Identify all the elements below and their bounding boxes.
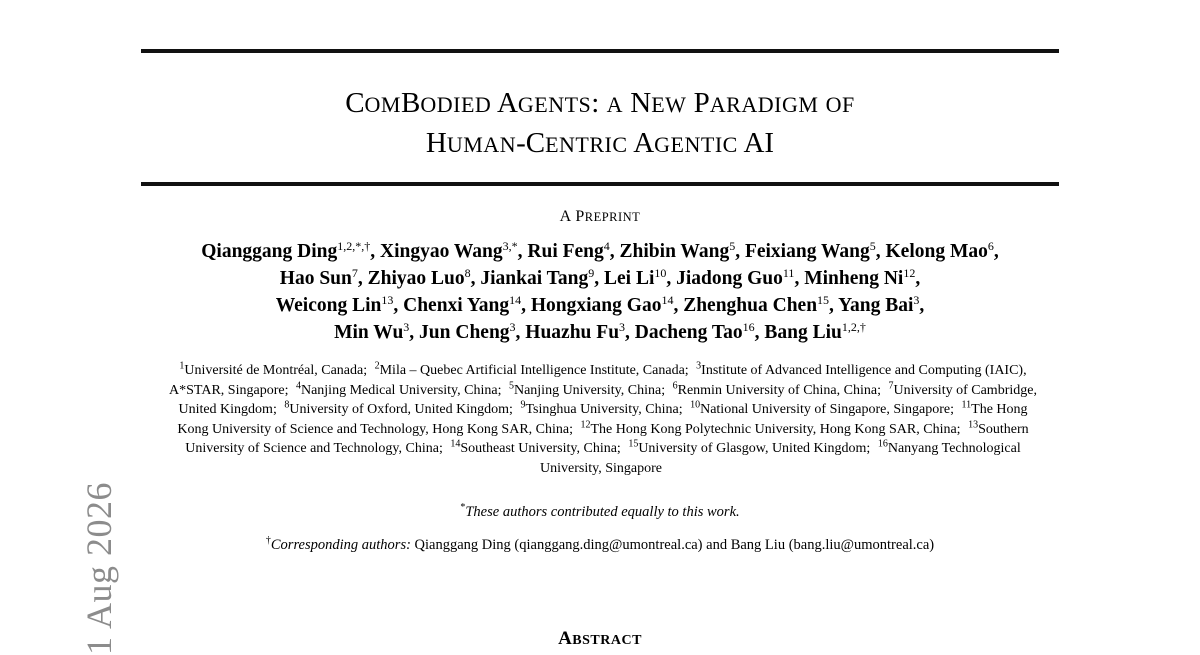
affiliation-item: $^3$Institute of Advanced Intelligence and Computing (IAIC), A*STAR, Singapore; (169, 360, 1027, 398)
corresponding-authors-note (141, 537, 1059, 554)
affiliation-item: $^{15}$University of Glasgow, United Kingdom; (628, 438, 871, 457)
author-name: Qianggang Ding$^{1,2,*,\dagger}$ (201, 238, 371, 262)
corresponding-label: Corresponding authors: (270, 537, 411, 553)
author-affiliation-mark: 7 (351, 265, 358, 280)
title-word: CENTRIC (525, 127, 628, 159)
corresponding-mark: † (265, 535, 271, 546)
affiliation-item: $^{12}$The Hong Kong Polytechnic University, Hong Kong SAR, China; (580, 419, 961, 437)
affiliation-item: $^2$Mila – Quebec Artificial Intelligence Institute, Canada; (374, 360, 689, 378)
author-affiliation-mark: 3,* (502, 238, 518, 253)
title-line-1: COMBODIED AGENTS: A NEW PARADIGM OF (345, 87, 855, 119)
author-affiliation-mark: 8 (464, 265, 471, 280)
affiliation-item: $^5$Nanjing University, China; (508, 380, 666, 398)
author-affiliation-mark: 14 (509, 292, 522, 307)
equal-contribution-mark: * (460, 502, 466, 513)
title-word: BODIED (401, 87, 492, 119)
title-word: A (606, 92, 623, 117)
affiliation-item: $^1$Université de Montréal, Canada; (179, 360, 368, 378)
author-affiliation-mark: 3 (509, 319, 516, 334)
author-affiliation-mark: 16 (742, 319, 755, 334)
author-name: Minheng Ni$^{12}$ (804, 265, 916, 289)
title-word: OF (825, 92, 855, 117)
author-affiliation-mark: 5 (729, 238, 736, 253)
author-affiliation-mark: 1,2,*,† (337, 238, 371, 253)
author-affiliation-mark: 3 (403, 319, 410, 334)
abstract-heading: ABSTRACT (558, 628, 642, 649)
title-word: PARADIGM (693, 87, 819, 119)
author-name: Bang Liu$^{1,2,\dagger}$ (764, 319, 866, 343)
author-affiliation-mark: 4 (603, 238, 610, 253)
side-stamp-text: 1 Aug 2026 (79, 481, 119, 655)
author-name: Kelong Mao$^6$ (885, 238, 994, 262)
author-name: Zhibin Wang$^5$ (619, 238, 736, 262)
author-name: Yang Bai$^3$ (838, 292, 920, 316)
title-line-2: HUMAN-CENTRIC AGENTIC AI (425, 127, 775, 159)
author-affiliation-mark: 15 (817, 292, 830, 307)
author-affiliation-mark: 12 (903, 265, 916, 280)
affiliation-item: $^{11}$The Hong Kong University of Science and Technology, Hong Kong SAR, China; (177, 399, 1028, 437)
author-name: Zhenghua Chen$^{15}$ (683, 292, 830, 316)
affiliation-item: $^{14}$Southeast University, China; (450, 438, 621, 457)
affiliation-list (168, 361, 1038, 479)
author-name: Min Wu$^3$ (334, 319, 410, 343)
equal-contribution-text: These authors contributed equally to this work. (465, 504, 740, 520)
affiliation-item: $^{10}$National University of Singapore, Singapore; (690, 399, 954, 418)
author-name: Zhiyao Luo$^8$ (367, 265, 471, 289)
corresponding-text: Qianggang Ding (qianggang.ding@umontreal.ca) and Bang Liu (bang.liu@umontreal.ca) (410, 537, 935, 553)
author-affiliation-mark: 1,2,† (841, 319, 866, 334)
title-word: AGENTIC (633, 127, 738, 159)
author-name: Lei Li$^{10}$ (603, 265, 667, 289)
author-name: Hongxiang Gao$^{14}$ (530, 292, 674, 316)
author-name: Rui Feng$^4$ (527, 238, 610, 262)
title-word: AGENTS (496, 87, 592, 119)
author-affiliation-mark: 13 (381, 292, 394, 307)
affiliation-item: $^8$University of Oxford, United Kingdom; (284, 399, 513, 418)
title-word: HUMAN (425, 127, 517, 159)
equal-contribution-note (141, 504, 1059, 521)
title-word: COM (345, 87, 401, 119)
author-affiliation-mark: 5 (869, 238, 876, 253)
author-affiliation-mark: 14 (661, 292, 674, 307)
arxiv-side-stamp (34, 455, 119, 655)
affiliation-item: $^7$University of Cambridge, United Kingdom; (178, 380, 1037, 418)
author-name: Xingyao Wang$^{3,*}$ (380, 238, 518, 262)
title-rule-top (141, 49, 1059, 53)
author-affiliation-mark: 6 (987, 238, 994, 253)
author-name: Huazhu Fu$^3$ (525, 319, 626, 343)
affiliation-item: $^9$Tsinghua University, China; (520, 399, 683, 418)
author-affiliation-mark: 10 (654, 265, 667, 280)
paper-title (141, 84, 1059, 164)
author-affiliation-mark: 3 (619, 319, 626, 334)
affiliation-item: $^6$Renmin University of China, China; (672, 380, 881, 398)
author-name: Jiadong Guo$^{11}$ (676, 265, 795, 289)
author-name: Hao Sun$^7$ (279, 265, 358, 289)
title-word: AI (743, 127, 775, 159)
title-word: NEW (630, 87, 687, 119)
author-affiliation-mark: 3 (913, 292, 920, 307)
author-name: Weicong Lin$^{13}$ (275, 292, 394, 316)
author-list: Qianggang Ding$^{1,2,*,\dagger}$, Xingyao Wang$^{3,*}$, Rui Feng$^4$, Zhibin Wang$^5$, Feixiang Wang$^5$, Kelong Mao$^6$, Hao Sun$^7$, Zhiyao Luo$^8$, Jiankai Tang$^9$, Lei Li$^{10}$, Jiadong Guo$^{11}$, Minheng Ni$^{12}$, Weicong Lin$^{13}$, Chenxi Yang$^{14}$, Hongxiang Gao$^{14}$, Zhenghua Chen$^{15}$, Yang Bai$^3$, Min Wu$^3$, Jun Cheng$^3$, Huazhu Fu$^3$, Dacheng Tao$^{16}$, Bang Liu$^{1,2,\dagger}$ (201, 238, 999, 343)
affiliation-item: $^4$Nanjing Medical University, China; (295, 380, 502, 398)
preprint-label: A PREPRINT (559, 208, 641, 225)
author-affiliation-mark: 11 (782, 265, 795, 280)
author-name: Jun Cheng$^3$ (419, 319, 516, 343)
title-rule-bottom (141, 182, 1059, 186)
author-affiliation-mark: 9 (588, 265, 595, 280)
author-name: Feixiang Wang$^5$ (744, 238, 876, 262)
author-name: Dacheng Tao$^{16}$ (634, 319, 755, 343)
affiliation-item: $^{13}$Southern University of Science and Technology, China; (185, 419, 1029, 457)
author-name: Chenxi Yang$^{14}$ (403, 292, 522, 316)
affiliation-item: $^{16}$Nanyang Technological University, Singapore (540, 438, 1021, 476)
author-name: Jiankai Tang$^9$ (480, 265, 595, 289)
